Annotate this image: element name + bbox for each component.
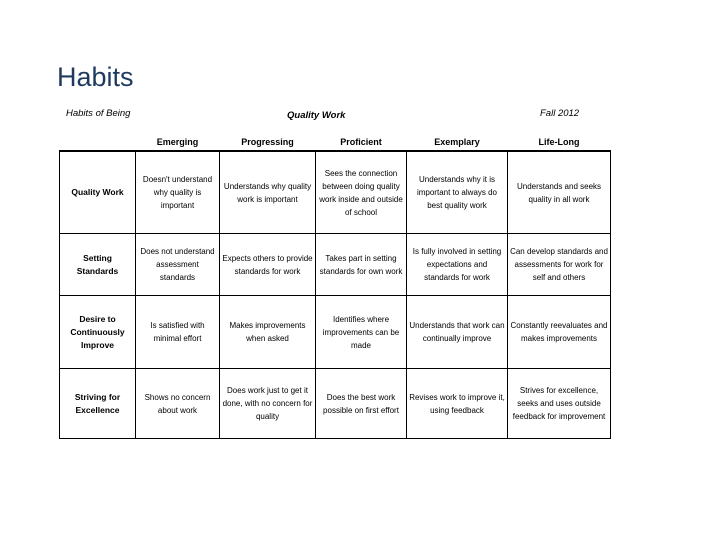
table-cell: Understands why it is important to always do best quality work (407, 151, 508, 234)
table-cell: Understands why quality work is important (220, 151, 316, 234)
table-cell: Takes part in setting standards for own work (316, 234, 407, 296)
table-cell: Expects others to provide standards for work (220, 234, 316, 296)
table-cell: Doesn't understand why quality is important (136, 151, 220, 234)
row-header-striving-for-excellence: Striving for Excellence (60, 369, 136, 439)
column-header-blank (60, 134, 136, 151)
column-header-life-long: Life-Long (538, 137, 580, 147)
table-cell: Does the best work possible on first effort (316, 369, 407, 439)
table-cell: Identifies where improvements can be made (316, 296, 407, 369)
table-cell: Constantly reevaluates and makes improvements (508, 296, 611, 369)
table-cell: Makes improvements when asked (220, 296, 316, 369)
rubric-header-row (60, 134, 611, 151)
row-header-setting-standards: Setting Standards (60, 234, 136, 296)
row-header-quality-work: Quality Work (60, 151, 136, 234)
table-cell: Does not understand assessment standards (136, 234, 220, 296)
column-header-exemplary: Exemplary (434, 137, 480, 147)
table-cell: Sees the connection between doing quality work inside and outside of school (316, 151, 407, 234)
rubric-table (59, 134, 611, 439)
slide-title: Habits (57, 62, 134, 92)
table-cell: Strives for excellence, seeks and uses outside feedback for improvement (508, 369, 611, 439)
rubric-category-label: Habits of Being (66, 108, 131, 119)
table-cell: Revises work to improve it, using feedback (407, 369, 508, 439)
table-cell: Does work just to get it done, with no concern for quality (220, 369, 316, 439)
table-cell: Can develop standards and assessments for work for self and others (508, 234, 611, 296)
table-cell: Understands and seeks quality in all work (508, 151, 611, 234)
row-header-desire-to-improve: Desire to Continuously Improve (60, 296, 136, 369)
table-cell: Understands that work can continually improve (407, 296, 508, 369)
table-row (60, 296, 611, 369)
table-row (60, 234, 611, 296)
table-cell: Is satisfied with minimal effort (136, 296, 220, 369)
column-header-proficient: Proficient (340, 137, 382, 147)
column-header-progressing: Progressing (241, 137, 294, 147)
rubric-term-label: Fall 2012 (540, 108, 580, 119)
table-row (60, 369, 611, 439)
table-cell: Shows no concern about work (136, 369, 220, 439)
table-cell: Is fully involved in setting expectations and standards for work (407, 234, 508, 296)
table-row (60, 151, 611, 234)
rubric-title: Quality Work (287, 110, 346, 121)
column-header-emerging: Emerging (156, 137, 199, 147)
